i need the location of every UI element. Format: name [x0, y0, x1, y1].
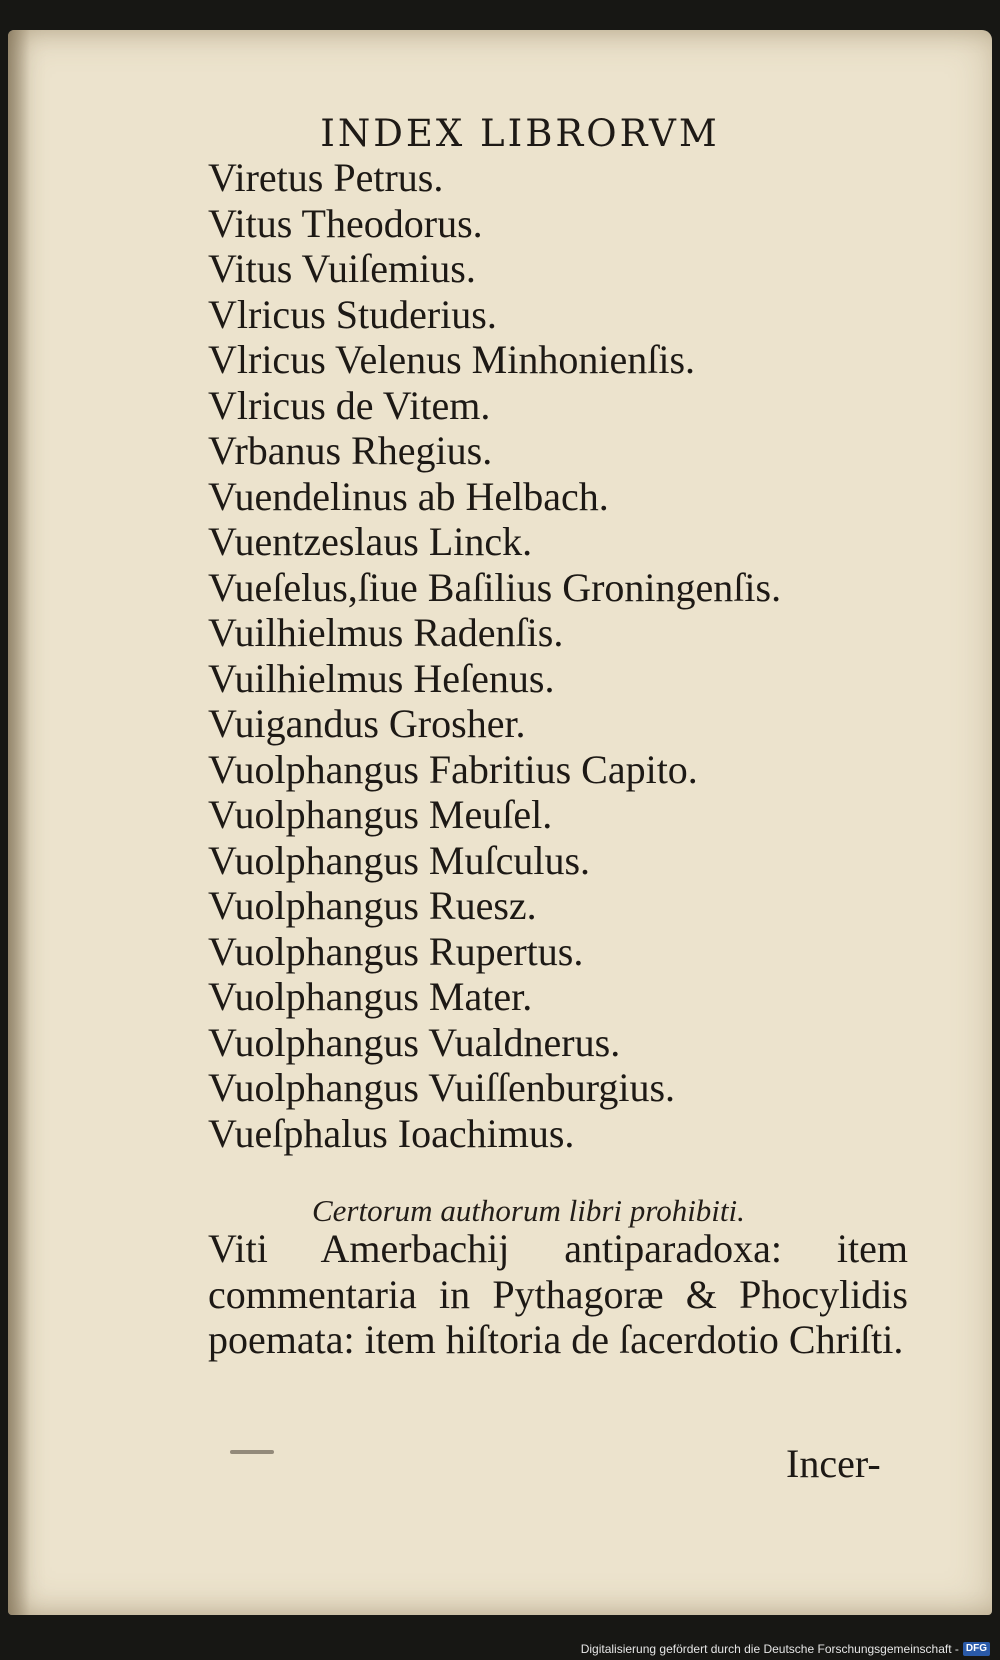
- credit-text: Digitalisierung gefördert durch die Deutsche Forschungsgemeinschaft -: [580, 1642, 959, 1656]
- ink-mark: [230, 1450, 274, 1454]
- author-entry: Vuentzeslaus Linck.: [208, 519, 533, 564]
- author-list: [208, 155, 781, 1156]
- author-entry: Vuilhielmus Heſenus.: [208, 655, 555, 701]
- dfg-logo-icon: DFG: [963, 1642, 990, 1656]
- author-entry: Vlricus de Vitem.: [208, 382, 491, 428]
- author-entry: Vuolphangus Vuiſſenburgius.: [208, 1065, 676, 1110]
- author-entry: Vuigandus Grosher.: [208, 701, 526, 746]
- author-entry: Viretus Petrus.: [208, 155, 444, 200]
- author-entry: Vuolphangus Vualdnerus.: [208, 1019, 621, 1065]
- author-entry: Vitus Theodorus.: [208, 200, 483, 246]
- author-entry: Vuolphangus Rupertus.: [208, 928, 584, 974]
- book-page: [8, 30, 992, 1615]
- author-entry: Vuolphangus Meuſel.: [208, 792, 553, 837]
- author-entry: Vrbanus Rhegius.: [208, 428, 493, 473]
- section-subheading: Certorum authorum libri prohibiti.: [312, 1193, 745, 1228]
- author-entry: Vuolphangus Muſculus.: [208, 837, 591, 883]
- author-entry: Vuendelinus ab Helbach.: [208, 473, 609, 519]
- author-entry: Vuolphangus Ruesz.: [208, 883, 537, 928]
- page-header: INDEX LIBRORVM: [320, 112, 720, 155]
- author-entry: Vlricus Velenus Minhonienſis.: [208, 337, 696, 382]
- author-entry: Vuolphangus Fabritius Capito.: [208, 746, 698, 792]
- catchword: Incer-: [786, 1441, 881, 1486]
- author-entry: Vueſphalus Ioachimus.: [208, 1110, 575, 1156]
- author-entry: Vlricus Studerius.: [208, 291, 497, 337]
- digitization-credit: [581, 1642, 990, 1656]
- author-entry: Vuolphangus Mater.: [208, 974, 533, 1019]
- author-entry: Vuilhielmus Radenſis.: [208, 610, 564, 655]
- book-entry-paragraph: Viti Amerbachij antiparadoxa: item commentaria in Pythagoræ & Phocylidis poemata: item hiſtoria de ſacerdotio Chriſti.: [208, 1226, 908, 1362]
- author-entry: Vueſelus,ſiue Baſilius Groningenſis.: [208, 564, 782, 610]
- author-entry: Vitus Vuiſemius.: [208, 246, 476, 291]
